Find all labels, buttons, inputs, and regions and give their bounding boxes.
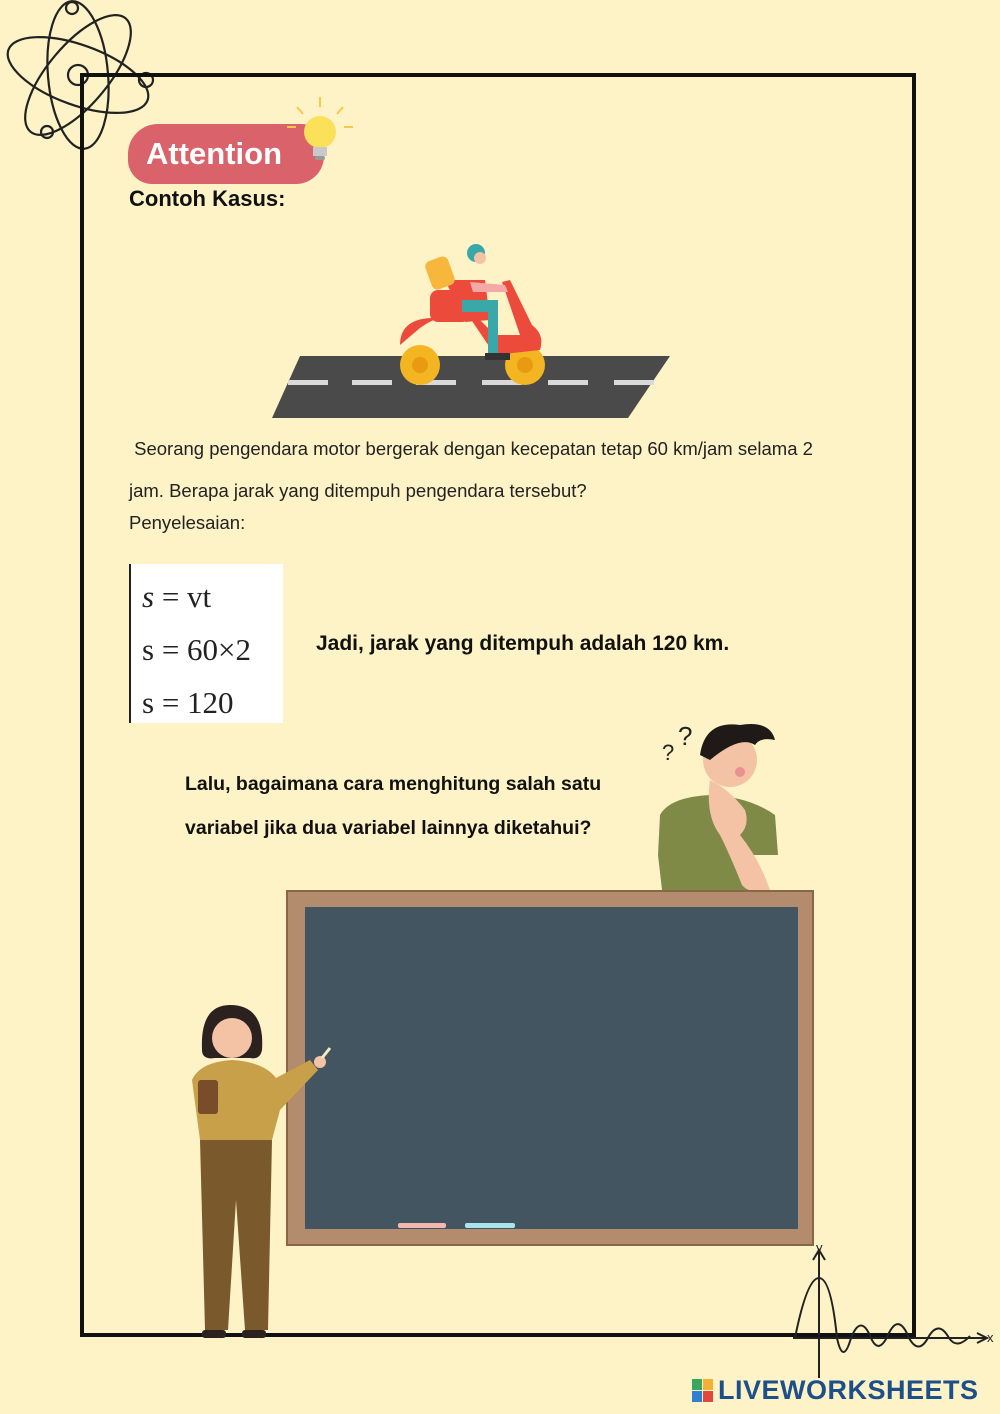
graph-x-label: x	[987, 1330, 994, 1345]
solution-label: Penyelesaian:	[129, 512, 246, 533]
conclusion-text: Jadi, jarak yang ditempuh adalah 120 km.	[316, 632, 730, 655]
graph-y-label: y	[816, 1240, 823, 1255]
follow-up-line-1: Lalu, bagaimana cara menghitung salah satu	[185, 773, 602, 795]
question-text	[129, 428, 889, 512]
liveworksheets-logo-icon	[692, 1379, 714, 1403]
follow-up-line-2: variabel jika dua variabel lainnya diketahui?	[185, 817, 592, 839]
chalk-blue	[465, 1223, 515, 1228]
sine-graph-icon	[785, 1238, 1000, 1378]
scooter-illustration	[270, 240, 672, 420]
formula-box	[129, 564, 283, 723]
lightbulb-icon	[285, 95, 355, 170]
svg-text:?: ?	[662, 740, 675, 765]
case-title: Contoh Kasus:	[129, 186, 286, 211]
formula-line-3: s = 120	[142, 685, 234, 720]
svg-text:?: ?	[678, 721, 693, 751]
formula-line-1	[142, 570, 283, 623]
blackboard	[286, 890, 814, 1246]
formula-line-2: s = 60×2	[142, 632, 252, 667]
question-line-1: Seorang pengendara motor bergerak dengan kecepatan tetap 60 km/jam selama 2	[129, 438, 813, 459]
follow-up-question	[185, 762, 655, 850]
teacher-illustration	[180, 1000, 340, 1340]
question-line-2: jam. Berapa jarak yang ditempuh pengendara tersebut?	[129, 480, 587, 501]
thinking-boy-illustration	[650, 715, 790, 915]
formula-line-1-rhs: = vt	[154, 579, 212, 614]
formula-line-1-var: s	[142, 579, 155, 614]
chalk-pink	[398, 1223, 446, 1228]
blackboard-surface	[305, 907, 798, 1229]
attention-badge: Attention	[128, 124, 324, 184]
brand-logo-text: LIVEWORKSHEETS	[718, 1375, 979, 1405]
